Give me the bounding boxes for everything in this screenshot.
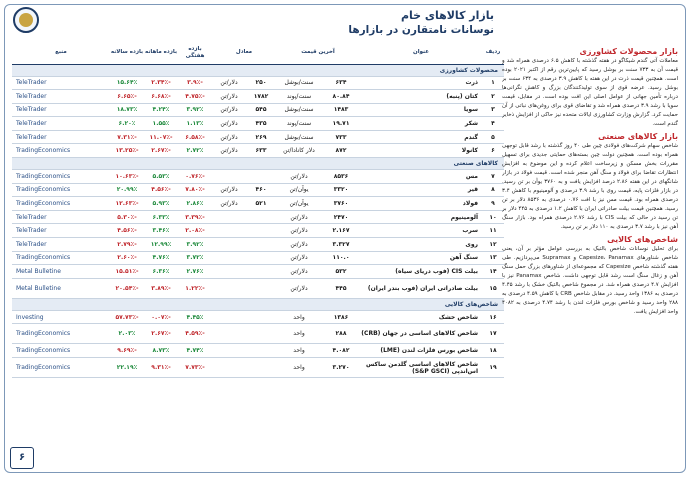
row-number: ۱۳ (482, 251, 504, 265)
monthly-return: ۴.۲۴٪ (144, 103, 178, 117)
commodity-name: شاخص کالاهای اساسی در جهان (CRB) (360, 324, 482, 344)
price-unit: یوآن/تن (276, 197, 322, 211)
table-row (12, 103, 504, 117)
last-price: ۸۷۲ (322, 144, 360, 158)
equivalent-value: ۴۳۵ (246, 117, 276, 131)
commodity-name: فولاد (360, 197, 482, 211)
table-row (12, 358, 504, 378)
equivalent-value: ۱۷۸۲ (246, 90, 276, 104)
table-row (12, 251, 504, 265)
equivalent-value (246, 324, 276, 344)
price-unit: سنت/بوشل (276, 130, 322, 144)
monthly-return: -۲.۶۷٪ (144, 144, 178, 158)
equivalent-value (246, 170, 276, 184)
price-unit: دلار/تن (276, 238, 322, 252)
equivalent-value (246, 265, 276, 279)
weekly-return: ۴.۴۵٪ (178, 310, 212, 324)
equivalent-unit (212, 170, 246, 184)
commentary-column (502, 44, 678, 464)
equivalent-unit (212, 251, 246, 265)
yearly-return: -۹.۶۹٪ (110, 344, 144, 358)
price-unit: دلار/تن (276, 265, 322, 279)
equivalent-unit (212, 344, 246, 358)
price-unit: دلار/تن (276, 278, 322, 298)
weekly-return: ۲.۸۶٪ (178, 197, 212, 211)
category-label: محصولات کشاورزی (12, 64, 504, 76)
equivalent-unit: دلار/تن (212, 130, 246, 144)
weekly-return: -۳.۳۹٪ (178, 210, 212, 224)
yearly-return: -۴.۵۶٪ (110, 224, 144, 238)
commodity-name: بیلت صادراتی ایران (فوب بندر ایران) (360, 278, 482, 298)
page-title: بازار کالاهای خام (400, 9, 494, 22)
weekly-return: -۳.۹٪ (178, 76, 212, 90)
data-source: TeleTrader (12, 103, 110, 117)
commodity-name: سویا (360, 103, 482, 117)
col-header-monthly: بازده ماهانه (144, 42, 178, 64)
row-number: ۱۵ (482, 278, 504, 298)
yearly-return: ۲۰.۹۹٪ (110, 183, 144, 197)
equivalent-unit: دلار/تن (212, 90, 246, 104)
price-unit: دلار/تن (276, 210, 322, 224)
col-header-name: عنوان (360, 42, 482, 64)
row-number: ۱۷ (482, 324, 504, 344)
yearly-return: -۱۳.۲۵٪ (110, 144, 144, 158)
equivalent-value: ۴۶۰ (246, 183, 276, 197)
indices-section-heading: شاخص‌های کالایی (607, 235, 678, 244)
agri-section-text: معاملات آتی گندم شیکاگو در هفته گذشته با کاهش ۶.۵ درصدی همراه شد و قیمت آن به ۷۳۳ سنت بر بوشل رسید که پایین‌ترین رقم از اکتبر ۲۰۲۱ بوده است. همچنین قیمت ذرت در این هفته با کاهش ۳.۹ درصدی به ۶۳۴ سنت بر بوشل رسید. عرضه قوی از سوی تولیدکنندگان بزرگ و کاهش نگرانی‌ها درباره تأمین جهانی از عوامل اصلی این افت بوده است. در مقابل، قیمت سویا با رشد ۳.۹ درصدی همراه شد و تقاضای قوی برای روغن‌های نباتی از آن حمایت کرد. گزارش وزارت کشاورزی ایالات متحده نیز حاکی از افزایش ذخایر گندم است. (502, 58, 678, 127)
price-unit: سنت/پوند (276, 90, 322, 104)
yearly-return: ۲.۰۳٪ (110, 324, 144, 344)
row-number: ۹ (482, 197, 504, 211)
commodity-name: روی (360, 238, 482, 252)
equivalent-unit (212, 224, 246, 238)
equivalent-unit: دلار/تن (212, 117, 246, 131)
row-number: ۱۰ (482, 210, 504, 224)
yearly-return: -۱۵.۵۱٪ (110, 265, 144, 279)
commodity-name: ذرت (360, 76, 482, 90)
data-source: TradingEconomics (12, 358, 110, 378)
table-row (12, 90, 504, 104)
equivalent-value (246, 310, 276, 324)
data-source: Metal Bulletine (12, 265, 110, 279)
equivalent-unit (212, 265, 246, 279)
equivalent-unit: دلار/تن (212, 103, 246, 117)
industrial-section-text: شاخص سهام شرکت‌های فولادی چین طی ۴۰ روز گذشته با رشد قابل توجهی همراه بوده است. همچنین دولت چین بسته‌های حمایتی جدیدی برای تسهیل مقررات بخش مسکن و زیرساخت اعلام کرده و این موضوع به افزایش انتظارات تقاضا برای فولاد و سنگ آهن منجر شده است. قیمت فولاد در بازار شانگهای در این هفته ۲.۸۶ درصد افزایش یافت و به ۳۷۶۰ یوآن بر تن رسید. در بازار فلزات پایه، قیمت روی با رشد ۳.۹ درصدی و آلومینیوم با کاهش ۳.۴ درصدی همراه بود. قیمت مس نیز با افت ۰.۷۶ درصدی به ۸۵۳۶ دلار بر تن رسید. همچنین قیمت بیلت صادراتی ایران با کاهش ۱.۲ درصدی به ۴۴۵ دلار بر تن رسید در حالی که بیلت CIS با رشد ۲.۷۶ درصدی همراه بود. بازار سنگ آهن نیز با رشد ۳.۷ درصدی به ۱۱۰ دلار بر تن رسید. (502, 143, 678, 230)
price-unit: یوآن/تن (276, 183, 322, 197)
table-header-row (12, 42, 504, 64)
data-source: TeleTrader (12, 90, 110, 104)
yearly-return: -۵.۳۰٪ (110, 210, 144, 224)
equivalent-value (246, 224, 276, 238)
monthly-return: -۴.۵۶٪ (144, 183, 178, 197)
last-price: ۳.۳۲۷ (322, 238, 360, 252)
data-source: TeleTrader (12, 76, 110, 90)
price-unit: دلار کانادا/تن (276, 144, 322, 158)
data-source: TradingEconomics (12, 183, 110, 197)
weekly-return: ۲.۷۶٪ (178, 265, 212, 279)
table-row (12, 170, 504, 184)
table-row (12, 238, 504, 252)
equivalent-unit (212, 210, 246, 224)
price-unit: سنت/بوشل (276, 76, 322, 90)
price-unit: واحد (276, 324, 322, 344)
last-price: ۷۳۳ (322, 130, 360, 144)
yearly-return: -۱۰.۶۳٪ (110, 170, 144, 184)
last-price: ۸۵۳۶ (322, 170, 360, 184)
weekly-return: ۴.۷۴٪ (178, 344, 212, 358)
data-source: TradingEconomics (12, 197, 110, 211)
table-row (12, 117, 504, 131)
weekly-return: ۳.۹۲٪ (178, 103, 212, 117)
monthly-return: -۶.۶۸٪ (144, 90, 178, 104)
category-row (12, 158, 504, 170)
yearly-return: ۲۲.۱۹٪ (110, 358, 144, 378)
row-number: ۲ (482, 90, 504, 104)
monthly-return: ۴.۷۶٪ (144, 251, 178, 265)
col-header-yearly: بازده سالانه (110, 42, 144, 64)
row-number: ۵ (482, 130, 504, 144)
monthly-return: ۶.۳۳٪ (144, 210, 178, 224)
equivalent-value (246, 251, 276, 265)
data-source: TeleTrader (12, 117, 110, 131)
page-number: ۶ (10, 447, 34, 469)
price-unit: سنت/پوند (276, 117, 322, 131)
agri-section-heading: بازار محصولات کشاورزی (579, 47, 678, 56)
equivalent-value (246, 358, 276, 378)
equivalent-unit (212, 324, 246, 344)
category-label: کالاهای صنعتی (12, 158, 504, 170)
row-number: ۶ (482, 144, 504, 158)
commodity-name: شاخص کالاهای اساسی گلدمن ساکس اس‌اندپی (S&P GSCI) (360, 358, 482, 378)
table-row (12, 265, 504, 279)
table-row (12, 224, 504, 238)
data-source: Investing (12, 310, 110, 324)
last-price: ۲۸۸ (322, 324, 360, 344)
category-row (12, 64, 504, 76)
equivalent-unit (212, 358, 246, 378)
last-price: ۱۹.۷۱ (322, 117, 360, 131)
row-number: ۱ (482, 76, 504, 90)
page-subtitle: نوسانات نامتقارن در بازارها (348, 24, 494, 36)
data-source: TradingEconomics (12, 344, 110, 358)
col-header-no: ردیف (482, 42, 504, 64)
price-unit: واحد (276, 358, 322, 378)
last-price: ۲.۱۶۷ (322, 224, 360, 238)
last-price: ۱۴۸۳ (322, 103, 360, 117)
yearly-return: -۲۰.۵۴٪ (110, 278, 144, 298)
commodity-name: گندم (360, 130, 482, 144)
monthly-return: ۳.۴۶٪ (144, 224, 178, 238)
last-price: ۴.۰۸۲ (322, 344, 360, 358)
monthly-return: -۲.۳۴٪ (144, 76, 178, 90)
price-unit: دلار/تن (276, 224, 322, 238)
monthly-return: -۲.۶۷٪ (144, 324, 178, 344)
last-price: ۱۳۸۶ (322, 310, 360, 324)
last-price: ۳۷۶۰ (322, 197, 360, 211)
equivalent-value: ۲۵۰ (246, 76, 276, 90)
table-row (12, 183, 504, 197)
monthly-return: ۱.۵۵٪ (144, 117, 178, 131)
data-source: TradingEconomics (12, 324, 110, 344)
table-row (12, 344, 504, 358)
equivalent-value: ۵۴۵ (246, 103, 276, 117)
row-number: ۱۸ (482, 344, 504, 358)
yearly-return: -۱۲.۶۳٪ (110, 197, 144, 211)
commodity-name: کانولا (360, 144, 482, 158)
weekly-return: -۰.۷۶٪ (178, 170, 212, 184)
equivalent-unit (212, 278, 246, 298)
last-price: ۱۱۰.۰ (322, 251, 360, 265)
commodity-name: بیلت CIS (فوب دریای سیاه) (360, 265, 482, 279)
commodity-name: شکر (360, 117, 482, 131)
row-number: ۳ (482, 103, 504, 117)
yearly-return: -۷.۳۱٪ (110, 130, 144, 144)
yearly-return: ۱۸.۷۳٪ (110, 103, 144, 117)
last-price: ۸۰.۸۴ (322, 90, 360, 104)
yearly-return: -۶.۶۵٪ (110, 90, 144, 104)
yearly-return: ۶.۲۰٪ (110, 117, 144, 131)
table-row (12, 278, 504, 298)
weekly-return: ۳.۷۲٪ (178, 251, 212, 265)
row-number: ۱۶ (482, 310, 504, 324)
price-unit: واحد (276, 310, 322, 324)
weekly-return: ۲.۷۲٪ (178, 144, 212, 158)
last-price: ۲۴۷۰ (322, 210, 360, 224)
commodity-name: مس (360, 170, 482, 184)
data-source: Metal Bulletine (12, 278, 110, 298)
monthly-return: ۱۲.۹۹٪ (144, 238, 178, 252)
monthly-return: -۰.۰۷٪ (144, 310, 178, 324)
col-header-weekly: بازده هفتگی (178, 42, 212, 64)
price-unit: واحد (276, 344, 322, 358)
row-number: ۷ (482, 170, 504, 184)
data-source: TeleTrader (12, 130, 110, 144)
data-source: TradingEconomics (12, 170, 110, 184)
table-row (12, 76, 504, 90)
data-source: TradingEconomics (12, 144, 110, 158)
equivalent-unit (212, 310, 246, 324)
weekly-return: -۶.۵۸٪ (178, 130, 212, 144)
monthly-return: ۶.۳۶٪ (144, 265, 178, 279)
weekly-return: -۷.۷۳٪ (178, 358, 212, 378)
last-price: ۴۴۵ (322, 278, 360, 298)
yearly-return: -۲.۶۰٪ (110, 251, 144, 265)
commodity-name: کتان (پنبه) (360, 90, 482, 104)
equivalent-value: ۲۶۹ (246, 130, 276, 144)
weekly-return: -۴.۷۵٪ (178, 90, 212, 104)
table-row (12, 144, 504, 158)
equivalent-value (246, 278, 276, 298)
data-source: TradingEconomics (12, 251, 110, 265)
equivalent-value (246, 344, 276, 358)
row-number: ۱۹ (482, 358, 504, 378)
monthly-return: ۵.۵۳٪ (144, 170, 178, 184)
weekly-return: -۱.۲۲٪ (178, 278, 212, 298)
col-header-source: منبع (12, 42, 110, 64)
monthly-return: ۸.۷۳٪ (144, 344, 178, 358)
row-number: ۴ (482, 117, 504, 131)
weekly-return: -۲.۰۸٪ (178, 224, 212, 238)
commodity-name: آلومینیوم (360, 210, 482, 224)
row-number: ۱۲ (482, 238, 504, 252)
col-header-price: آخرین قیمت (276, 42, 360, 64)
indices-section-text: برای تحلیل نوسانات شاخص بالتیک به بررسی عوامل مؤثر بر آن، یعنی شاخص شناورهای Capesize، Panamax و Supramax می‌پردازیم. طی هفته گذشته شاخص Capesize که مجموعه‌ای از شناورهای بزرگ حمل سنگ آهن و زغال سنگ است رشد قابل توجهی داشت. شاخص Panamax نیز با افزایش ۴.۷ درصدی همراه شد. در مجموع شاخص بالتیک خشک با رشد ۴.۴۵ درصدی به ۱۳۸۶ واحد رسید. در مقابل شاخص CRB با کاهش ۴.۵۹ درصدی به ۲۸۸ واحد رسید و شاخص بورس فلزات لندن با رشد ۴.۷۴ درصدی به ۴۰۸۲ واحد افزایش یافت. (502, 246, 678, 315)
monthly-return: -۳.۸۹٪ (144, 278, 178, 298)
row-number: ۸ (482, 183, 504, 197)
commodity-name: سرب (360, 224, 482, 238)
commodity-name: شاخص خشک (360, 310, 482, 324)
col-header-equivalent: معادل (212, 42, 276, 64)
price-unit: سنت/بوشل (276, 103, 322, 117)
table-row (12, 197, 504, 211)
table-row (12, 130, 504, 144)
yearly-return: -۲.۷۹٪ (110, 238, 144, 252)
equivalent-unit: دلار/تن (212, 183, 246, 197)
equivalent-unit: دلار/تن (212, 76, 246, 90)
equivalent-value (246, 238, 276, 252)
last-price: ۳۳۲۰ (322, 183, 360, 197)
last-price: ۵۳۲ (322, 265, 360, 279)
equivalent-value (246, 210, 276, 224)
category-row (12, 298, 504, 310)
logo-emblem-icon (19, 13, 33, 27)
company-logo (10, 7, 42, 45)
commodity-name: سنگ آهن (360, 251, 482, 265)
commodity-name: قیر (360, 183, 482, 197)
monthly-return: ۵.۹۳٪ (144, 197, 178, 211)
table-row (12, 210, 504, 224)
weekly-return: -۷.۸۰٪ (178, 183, 212, 197)
industrial-section-heading: بازار کالاهای صنعتی (598, 132, 678, 141)
row-number: ۱۴ (482, 265, 504, 279)
data-source: TeleTrader (12, 224, 110, 238)
equivalent-unit: دلار/تن (212, 144, 246, 158)
last-price: ۳.۲۷۰ (322, 358, 360, 378)
row-number: ۱۱ (482, 224, 504, 238)
last-price: ۶۳۴ (322, 76, 360, 90)
yearly-return: -۵۷.۷۳٪ (110, 310, 144, 324)
equivalent-unit: دلار/تن (212, 197, 246, 211)
data-source: TeleTrader (12, 238, 110, 252)
table-row (12, 324, 504, 344)
weekly-return: ۱.۱۳٪ (178, 117, 212, 131)
category-label: شاخص‌های کالایی (12, 298, 504, 310)
commodity-name: شاخص بورس فلزات لندن (LME) (360, 344, 482, 358)
monthly-return: -۹.۳۱٪ (144, 358, 178, 378)
yearly-return: ۱۵.۶۴٪ (110, 76, 144, 90)
equivalent-unit (212, 238, 246, 252)
weekly-return: -۴.۵۹٪ (178, 324, 212, 344)
table-row (12, 310, 504, 324)
price-unit: دلار/تن (276, 251, 322, 265)
equivalent-value: ۶۳۳ (246, 144, 276, 158)
monthly-return: -۱۱.۰۷٪ (144, 130, 178, 144)
data-source: TeleTrader (12, 210, 110, 224)
price-unit: دلار/تن (276, 170, 322, 184)
commodity-table (12, 42, 504, 378)
equivalent-value: ۵۲۱ (246, 197, 276, 211)
weekly-return: ۳.۹۲٪ (178, 238, 212, 252)
